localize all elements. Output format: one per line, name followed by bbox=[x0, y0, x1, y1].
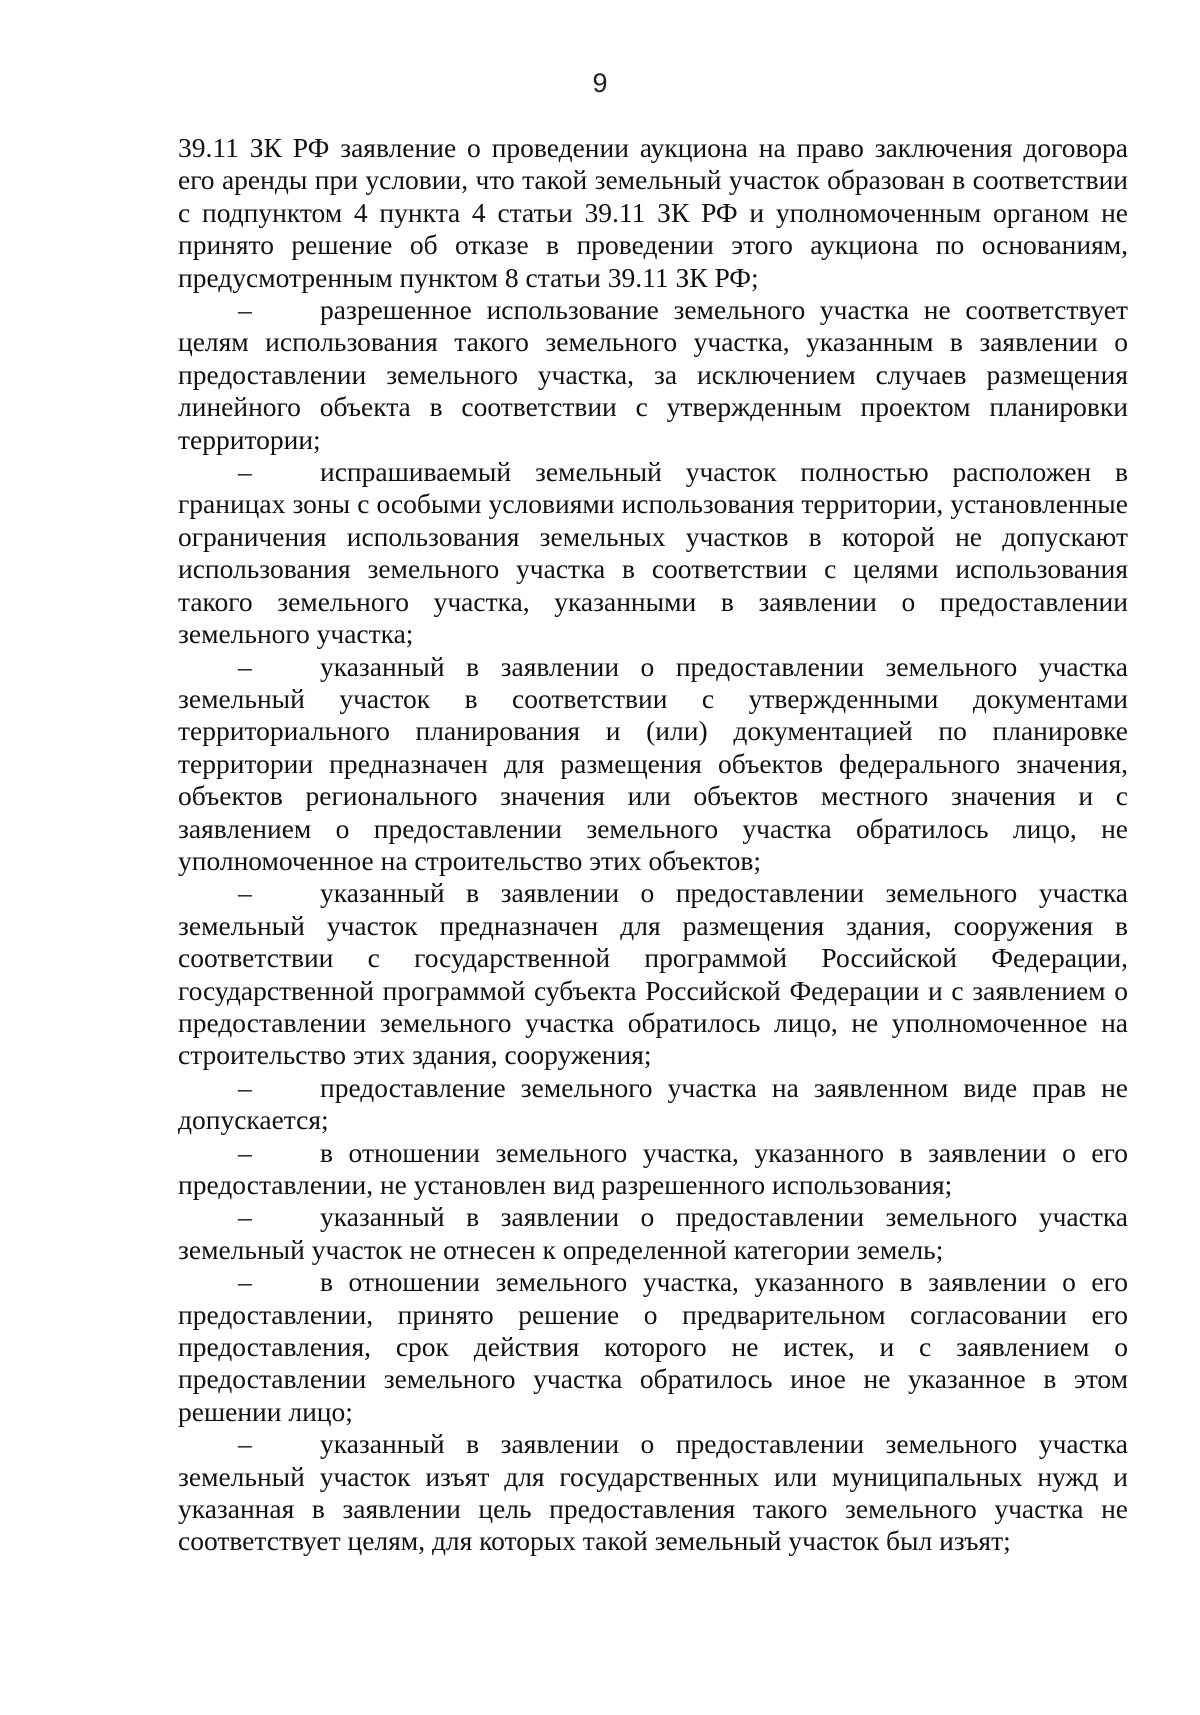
list-item bbox=[178, 1072, 1128, 1137]
list-dash: – bbox=[238, 1201, 252, 1233]
list-dash: – bbox=[238, 1071, 252, 1103]
list-dash: – bbox=[238, 1428, 252, 1460]
list-dash: – bbox=[238, 456, 252, 488]
list-item-text: в отношении земельного участка, указанного в заявлении о его предоставлении, не установлен вид разрешенного использования; bbox=[178, 1136, 1128, 1200]
document-body bbox=[178, 132, 1128, 1558]
list-dash: – bbox=[238, 1136, 252, 1168]
page-number: 9 bbox=[592, 68, 608, 98]
list-item-text: указанный в заявлении о предоставлении земельного участка земельный участок предназначен для размещения здания, сооружения в соответствии с государственной программой Российской Федерации, государственной программой субъекта Российской Федерации и с заявлением о предоставлении земельного участка обратилось лицо, не уполномоченное на строительство этих здания, сооружения; bbox=[178, 877, 1128, 1071]
list-item-text: предоставление земельного участка на заявленном виде прав не допускается; bbox=[178, 1071, 1128, 1136]
list-item bbox=[178, 877, 1128, 1071]
list-item bbox=[178, 1428, 1128, 1558]
list-item bbox=[178, 1201, 1128, 1266]
list-dash: – bbox=[238, 1266, 252, 1298]
list-item-text: указанный в заявлении о предоставлении земельного участка земельный участок изъят для государственных или муниципальных нужд и указанная в заявлении цель предоставления такого земельного участка не соответствует целям, для которых такой земельный участок был изъят; bbox=[178, 1428, 1128, 1557]
list-item-text: указанный в заявлении о предоставлении земельного участка земельный участок в соответствии с утвержденными документами территориального планирования и (или) документацией по планировке территории предназначен для размещения объектов федерального значения, объектов регионального значения или объектов местного значения и с заявлением о предоставлении земельного участка обратилось лицо, не уполномоченное на строительство этих объектов; bbox=[178, 650, 1128, 876]
list-item bbox=[178, 456, 1128, 650]
list-item-text: в отношении земельного участка, указанного в заявлении о его предоставлении, принято решение о предварительном согласовании его предоставления, срок действия которого не истек, и с заявлением о предоставлении земельного участка обратилось иное не указанное в этом решении лицо; bbox=[178, 1266, 1128, 1427]
list-item bbox=[178, 294, 1128, 456]
list-item bbox=[178, 651, 1128, 878]
list-item bbox=[178, 1266, 1128, 1428]
list-item-text: разрешенное использование земельного участка не соответствует целям использования такого земельного участка, указанным в заявлении о предоставлении земельного участка, за исключением случаев размещения линейного объекта в соответствии с утвержденным проектом планировки территории; bbox=[178, 294, 1128, 455]
intro-paragraph: 39.11 ЗК РФ заявление о проведении аукциона на право заключения договора его аренды при условии, что такой земельный участок образован в соответствии с подпунктом 4 пункта 4 статьи 39.11 ЗК РФ и уполномоченным органом не принято решение об отказе в проведении этого аукциона по основаниям, предусмотренным пунктом 8 статьи 39.11 ЗК РФ; bbox=[178, 132, 1128, 293]
list-dash: – bbox=[238, 650, 252, 682]
list-dash: – bbox=[238, 294, 252, 326]
list-item-text: испрашиваемый земельный участок полностью расположен в границах зоны с особыми условиями использования территории, установленные ограничения использования земельных участков в которой не допускают использования земельного участка в соответствии с целями использования такого земельного участка, указанными в заявлении о предоставлении земельного участка; bbox=[178, 456, 1128, 650]
list-item-text: указанный в заявлении о предоставлении земельного участка земельный участок не отнесен к определенной категории земель; bbox=[178, 1201, 1128, 1265]
list-item bbox=[178, 1137, 1128, 1202]
list-dash: – bbox=[238, 877, 252, 909]
